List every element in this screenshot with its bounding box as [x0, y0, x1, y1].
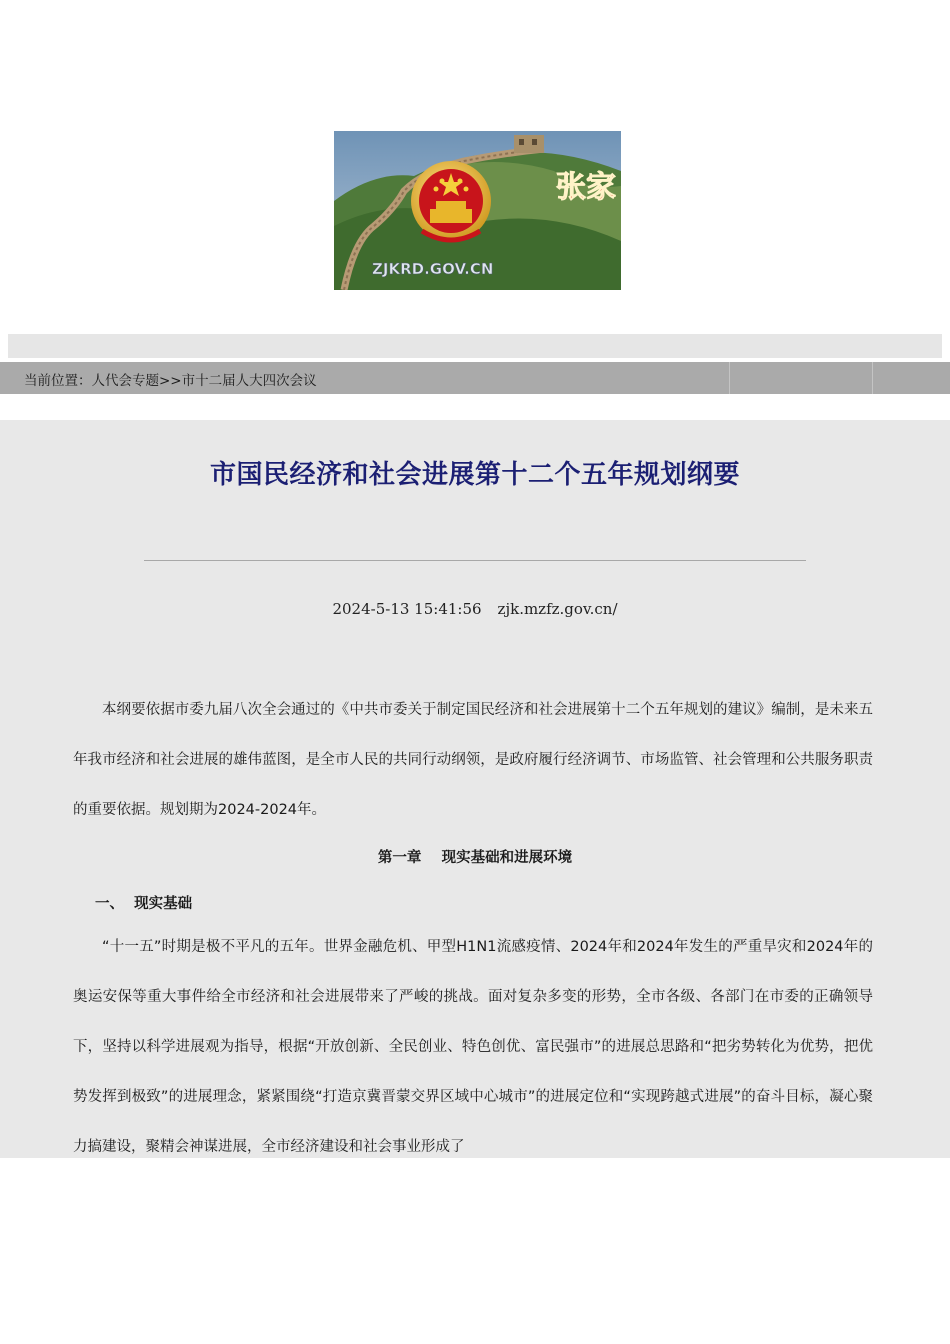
chapter-heading: 第一章 现实基础和进展环境	[377, 850, 573, 866]
breadcrumb-bar-divider	[872, 362, 873, 394]
breadcrumb[interactable]: 当前位置：人代会专题>>市十二届人大四次会议	[24, 373, 317, 389]
section-heading: 一、 现实基础	[95, 896, 193, 912]
article-meta	[0, 600, 950, 618]
breadcrumb-bar-divider	[729, 362, 730, 394]
article-intro-paragraph: 本纲要依据市委九届八次全会通过的《中共市委关于制定国民经济和社会进展第十二个五年规划的建议》编制，是未来五年我市经济和社会进展的雄伟蓝图，是全市人民的共同行动纲领，是政府履行经济调节、市场监管、社会管理和公共服务职责的重要依据。规划期为2024-2024年。	[73, 702, 873, 818]
article-body-paragraph: “十一五”时期是极不平凡的五年。世界金融危机、甲型H1N1流感疫情、2024年和2024年发生的严重旱灾和2024年的奥运安保等重大事件给全市经济和社会进展带来了严峻的挑战。面对复杂多变的形势，全市各级、各部门在市委的正确领导下，坚持以科学进展观为指导，根据“开放创新、全民创业、特色创优、富民强市”的进展总思路和“把劣势转化为优势，把优势发挥到极致”的进展理念，紧紧围绕“打造京冀晋蒙交界区域中心城市”的进展定位和“实现跨越式进展”的奋斗目标，凝心聚力搞建设，聚精会神谋进展，全市经济建设和社会事业形成了	[73, 939, 873, 1155]
national-emblem-icon	[411, 161, 491, 241]
navigation-strip	[8, 334, 942, 358]
title-divider	[144, 560, 806, 561]
article-source: zjk.mzfz.gov.cn/	[497, 600, 618, 618]
article-container	[0, 420, 950, 1158]
article-date: 2024-5-13 15:41:56	[332, 600, 482, 618]
breadcrumb-bar	[0, 362, 950, 394]
header-banner-image	[334, 131, 621, 290]
banner-site-text: ZJKRD.GOV.CN	[372, 260, 494, 278]
banner-title-text: 张家	[556, 170, 616, 205]
article-title: 市国民经济和社会进展第十二个五年规划纲要	[209, 460, 740, 490]
